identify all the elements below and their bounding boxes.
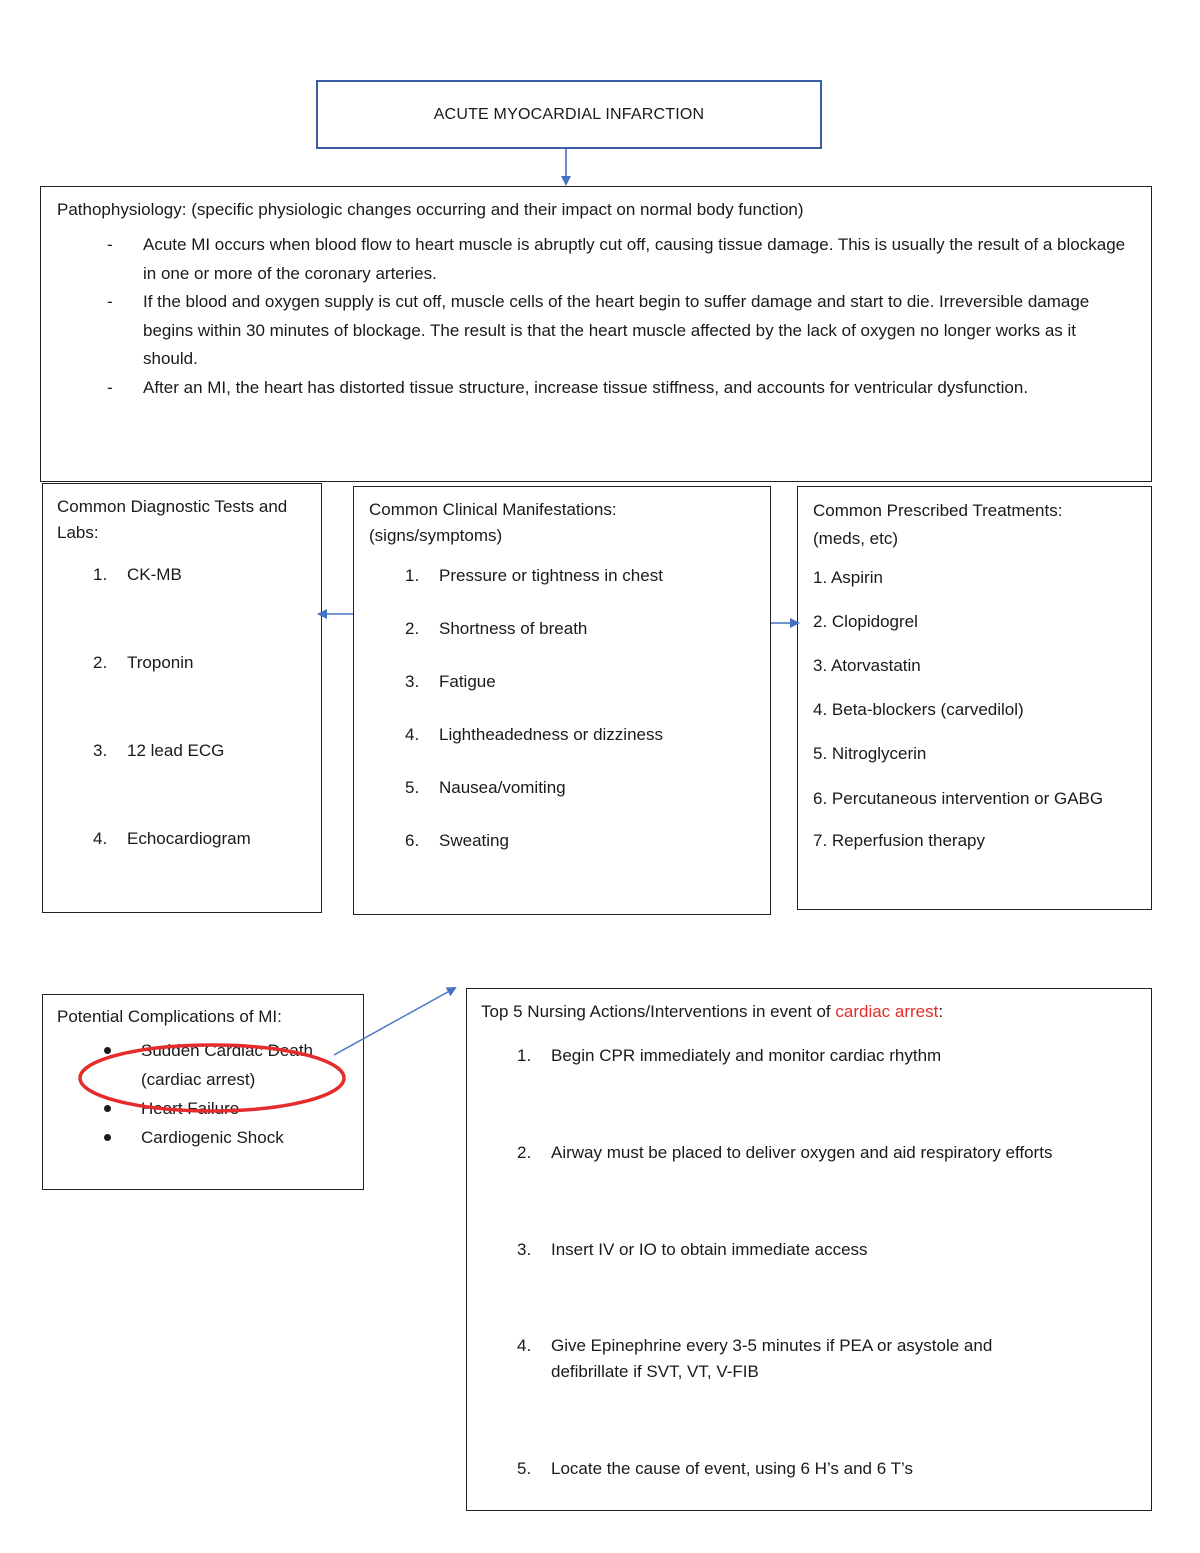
diagnostics-item [57, 650, 305, 676]
diagnostics-list [57, 562, 305, 852]
item-number: 2. [93, 653, 108, 672]
item-text: Shortness of breath [439, 619, 588, 638]
treatments-item: 7. Reperfusion therapy [813, 831, 985, 850]
item-number: 1. [93, 565, 108, 584]
item-text: Pressure or tightness in chest [439, 566, 663, 585]
manifestations-item [369, 775, 754, 801]
pathophysiology-list [57, 231, 1135, 403]
diagnostics-item [57, 562, 305, 588]
nursing-item [481, 1140, 1137, 1166]
item-text: Insert IV or IO to obtain immediate access [551, 1240, 868, 1259]
item-number: 3. [93, 741, 108, 760]
treatments-item: 1. Aspirin [813, 568, 883, 587]
item-text: Nausea/vomiting [439, 778, 566, 797]
item-text: Lightheadedness or dizziness [439, 725, 663, 744]
nursing-item [481, 1333, 1071, 1385]
treatments-item: 6. Percutaneous intervention or GABG [813, 789, 1104, 808]
treatments-heading: Common Prescribed Treatments: (meds, etc) [813, 501, 1063, 548]
item-number: 5. [517, 1459, 532, 1478]
nursing-item [481, 1237, 1137, 1263]
item-text: Cardiogenic Shock [141, 1128, 284, 1147]
manifestations-item [369, 563, 754, 589]
item-number: 1. [405, 566, 420, 585]
nursing-heading [481, 999, 1137, 1025]
diagnostics-item [57, 826, 305, 852]
item-text: Echocardiogram [127, 829, 251, 848]
item-text: Heart Failure [141, 1099, 240, 1118]
nursing-heading-prefix: Top 5 Nursing Actions/Interventions in event of [481, 1002, 836, 1021]
treatments-item: 4. Beta-blockers (carvedilol) [813, 700, 1024, 719]
treatments-box [797, 486, 1152, 910]
manifestations-list [369, 563, 754, 854]
manifestations-item [369, 722, 754, 748]
pathophysiology-point: - Acute MI occurs when blood flow to heart muscle is abruptly cut off, causing tissue damage. This is usually the result of a blockage in one or more of the coronary arteries. [57, 231, 1135, 288]
complications-list [57, 1036, 349, 1152]
bullet-icon [104, 1047, 111, 1054]
item-number: 4. [93, 829, 108, 848]
nursing-box [466, 988, 1152, 1511]
pathophysiology-point: - After an MI, the heart has distorted tissue structure, increase tissue stiffness, and accounts for ventricular dysfunction. [57, 374, 1135, 403]
treatments-list [813, 564, 1135, 855]
item-text: Troponin [127, 653, 194, 672]
treatments-item: 5. Nitroglycerin [813, 744, 927, 763]
treatments-item: 2. Clopidogrel [813, 612, 918, 631]
nursing-list [481, 1043, 1137, 1482]
complications-item [57, 1123, 349, 1152]
diagram-title: ACUTE MYOCARDIAL INFARCTION [433, 105, 705, 123]
item-number: 4. [517, 1336, 532, 1355]
item-text: Sudden Cardiac Death (cardiac arrest) [141, 1041, 314, 1089]
manifestations-item [369, 828, 754, 854]
manifestations-heading: Common Clinical Manifestations: (signs/symptoms) [369, 500, 617, 545]
item-text: Give Epinephrine every 3-5 minutes if PEA or asystole and defibrillate if SVT, VT, V-FIB [551, 1336, 993, 1381]
item-number: 5. [405, 778, 420, 797]
pathophysiology-point: - If the blood and oxygen supply is cut off, muscle cells of the heart begin to suffer damage and start to die. Irreversible damage begins within 30 minutes of blockage. The result is that the heart muscle affected by the lack of oxygen no longer works as it should. [57, 288, 1135, 374]
item-number: 4. [405, 725, 420, 744]
diagnostics-box [42, 483, 322, 913]
item-number: 6. [405, 831, 420, 850]
item-text: Sweating [439, 831, 509, 850]
pathophysiology-heading: Pathophysiology: (specific physiologic changes occurring and their impact on normal body function) [57, 200, 804, 219]
nursing-heading-highlight: cardiac arrest [835, 1002, 939, 1021]
item-text: 12 lead ECG [127, 741, 225, 760]
item-number: 2. [517, 1143, 532, 1162]
manifestations-box [353, 486, 771, 915]
diagnostics-item [57, 738, 305, 764]
item-text: CK-MB [127, 565, 182, 584]
item-text: Begin CPR immediately and monitor cardiac rhythm [551, 1046, 942, 1065]
nursing-heading-suffix: : [938, 1002, 944, 1021]
item-text: Locate the cause of event, using 6 H’s and 6 T’s [551, 1459, 913, 1478]
item-text: Airway must be placed to deliver oxygen and aid respiratory efforts [551, 1143, 1053, 1162]
bullet-icon [104, 1105, 111, 1112]
complications-box [42, 994, 364, 1190]
pathophysiology-box [40, 186, 1152, 482]
item-number: 2. [405, 619, 420, 638]
item-number: 3. [517, 1240, 532, 1259]
nursing-item [481, 1456, 1137, 1482]
manifestations-item [369, 669, 754, 695]
diagnostics-heading: Common Diagnostic Tests and Labs: [57, 497, 288, 542]
complications-item [57, 1094, 349, 1123]
manifestations-item [369, 616, 754, 642]
complications-heading: Potential Complications of MI: [57, 1007, 282, 1026]
item-number: 1. [517, 1046, 532, 1065]
bullet-icon [104, 1134, 111, 1141]
item-number: 3. [405, 672, 420, 691]
item-text: Fatigue [439, 672, 496, 691]
title-box [316, 80, 822, 149]
complications-item [57, 1036, 341, 1094]
nursing-item [481, 1043, 1137, 1069]
treatments-item: 3. Atorvastatin [813, 656, 921, 675]
